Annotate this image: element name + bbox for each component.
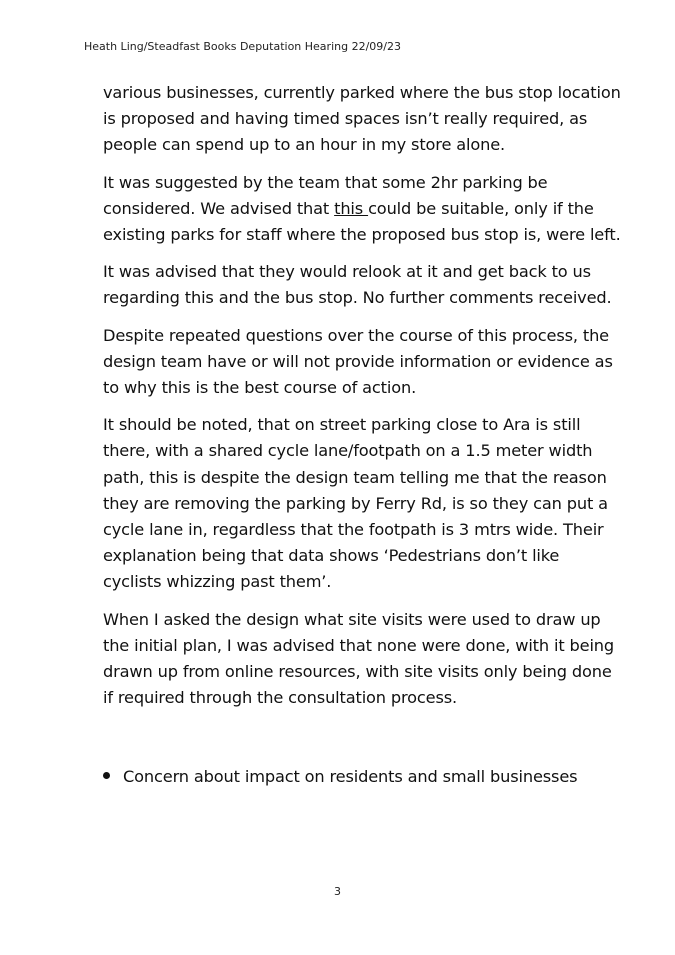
- text-line: It was suggested by the team that some 2hr parking be: [103, 172, 548, 192]
- page-header: Heath Ling/Steadfast Books Deputation Hearing 22/09/23: [84, 40, 401, 53]
- body-text: [103, 80, 621, 722]
- text-line: people can spend up to an hour in my store alone.: [103, 135, 506, 155]
- text-line: if required through the consultation process.: [103, 688, 458, 708]
- paragraph-relook: [103, 259, 612, 311]
- text-line: is proposed and having timed spaces isn’t really required, as: [103, 109, 588, 129]
- text-line: design team have or will not provide information or evidence as: [103, 351, 613, 371]
- text-line: various businesses, currently parked where the bus stop location: [103, 83, 621, 102]
- text-line: drawn up from online resources, with site visits only being done: [103, 662, 612, 682]
- text-line: cyclists whizzing past them’.: [103, 572, 332, 592]
- text-line: they are removing the parking by Ferry Rd, is so they can put a: [103, 493, 608, 513]
- text-line: It was advised that they would relook at it and get back to us: [103, 262, 591, 282]
- text-segment: could be suitable, only if the: [368, 198, 594, 218]
- text-segment: considered. We advised that: [103, 198, 335, 218]
- text-line: Despite repeated questions over the course of this process, the: [103, 325, 609, 345]
- text-line: explanation being that data shows ‘Pedestrians don’t like: [103, 546, 560, 566]
- text-line: the initial plan, I was advised that none were done, with it being: [103, 635, 615, 655]
- underlined-word: this: [334, 198, 369, 218]
- paragraph-ara-parking: [103, 412, 608, 595]
- bullet-text: Concern about impact on residents and small businesses: [123, 767, 578, 786]
- text-line: regarding this and the bus stop. No further comments received.: [103, 288, 612, 308]
- text-line: [103, 196, 603, 222]
- paragraph-repeated-questions: [103, 323, 613, 402]
- text-line: cycle lane in, regardless that the footpath is 3 mtrs wide. Their: [103, 520, 604, 540]
- text-line: It should be noted, that on street parking close to Ara is still: [103, 415, 581, 435]
- text-line: When I asked the design what site visits were used to draw up: [103, 609, 601, 629]
- text-line: path, this is despite the design team telling me that the reason: [103, 467, 607, 487]
- page-number: 3: [334, 885, 341, 898]
- paragraph-2hr-parking: [103, 170, 621, 249]
- paragraph-site-visits: [103, 607, 615, 712]
- text-line: existing parks for staff where the proposed bus stop is, were left.: [103, 225, 621, 245]
- paragraph-parking-timed-spaces: [103, 80, 621, 159]
- text-line: there, with a shared cycle lane/footpath on a 1.5 meter width: [103, 441, 593, 461]
- bullet-item-concern: [103, 764, 577, 790]
- text-line: to why this is the best course of action.: [103, 378, 417, 398]
- bullet-icon: [103, 772, 110, 779]
